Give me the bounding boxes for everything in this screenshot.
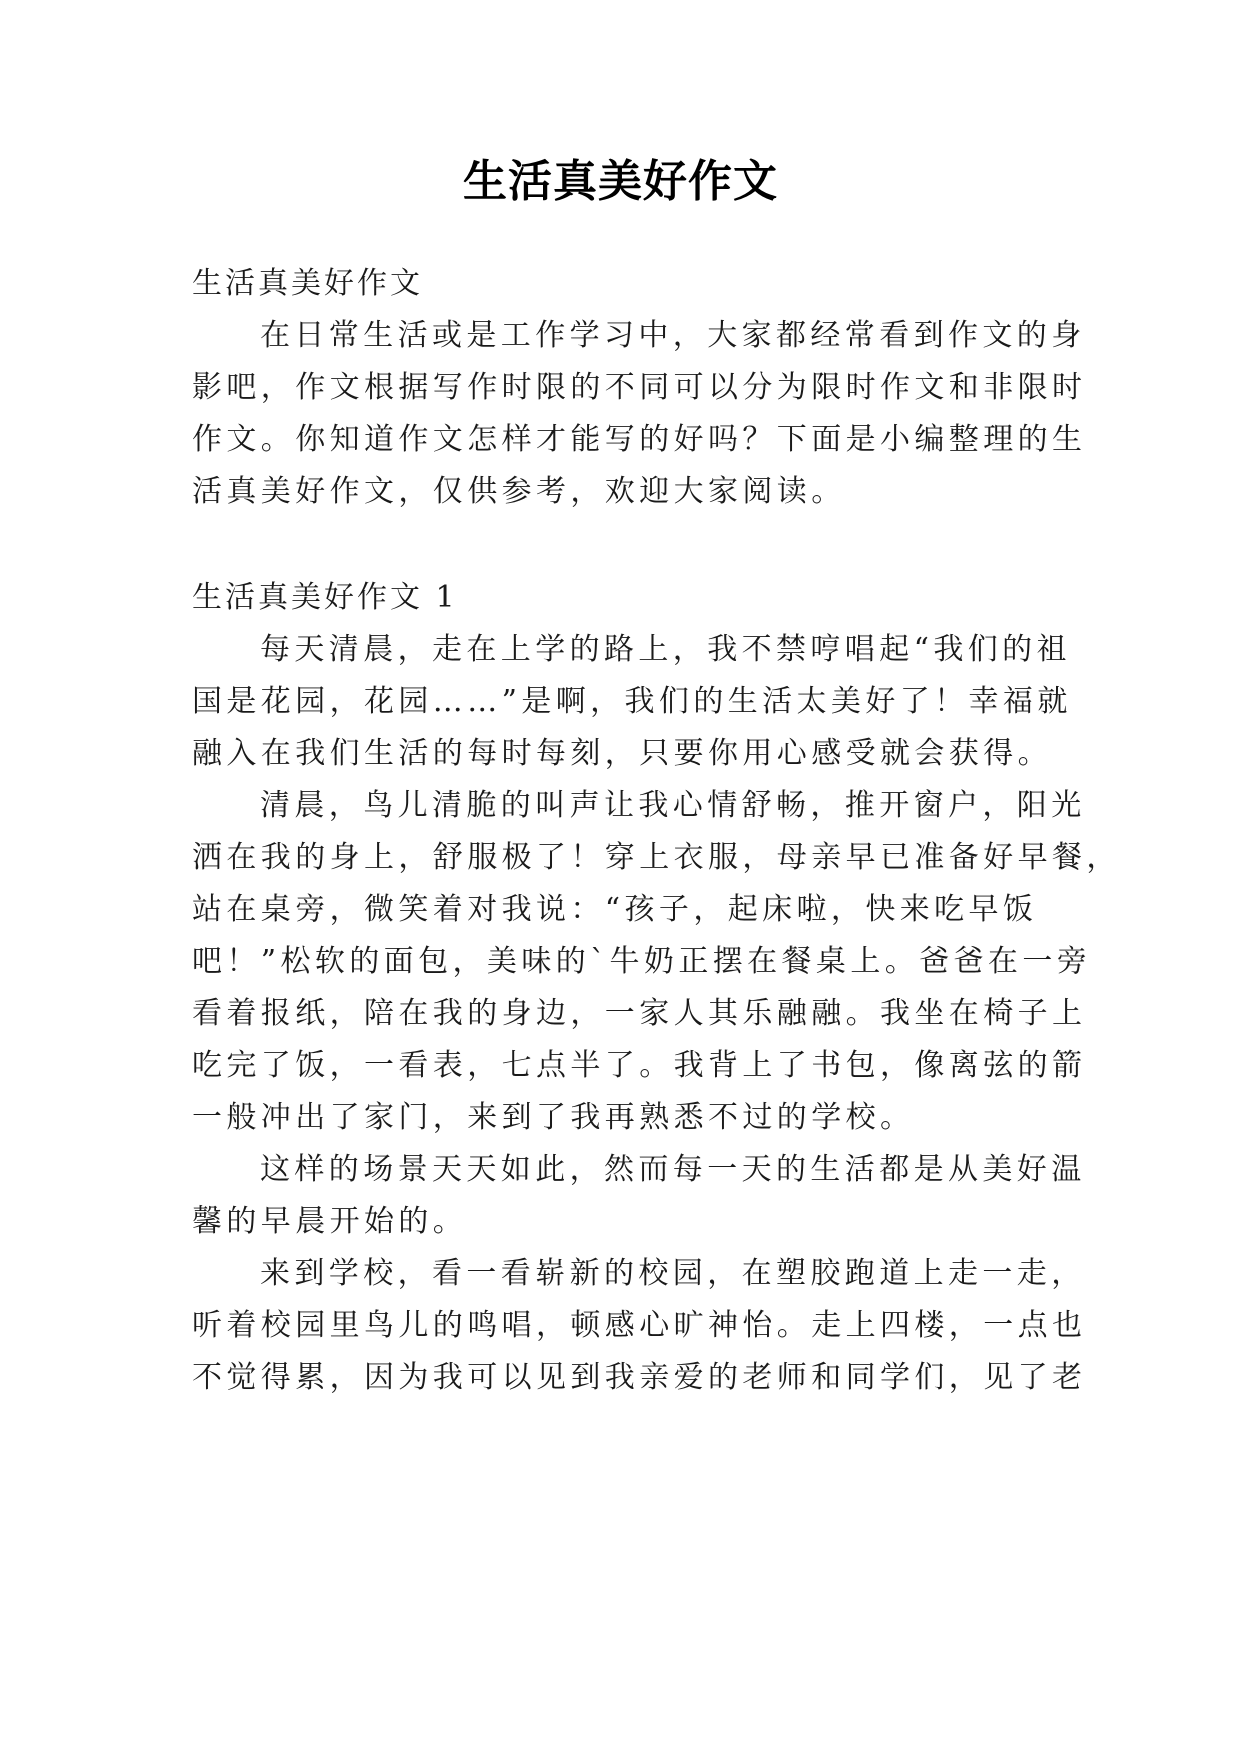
paragraph-line: 在日常生活或是工作学习中，大家都经常看到作文的身 <box>260 318 1086 353</box>
paragraph-line: 洒在我的身上，舒服极了！穿上衣服，母亲早已准备好早餐， <box>192 840 1121 875</box>
document-title: 生活真美好作文 <box>463 156 778 207</box>
paragraph-line: 一般冲出了家门，来到了我再熟悉不过的学校。 <box>192 1100 915 1135</box>
section-heading-essay-1: 生活真美好作文 1 <box>192 580 458 615</box>
paragraph-line: 不觉得累，因为我可以见到我亲爱的老师和同学们，见了老 <box>192 1360 1087 1395</box>
paragraph-line: 馨的早晨开始的。 <box>192 1204 468 1239</box>
paragraph-line: 这样的场景天天如此，然而每一天的生活都是从美好温 <box>260 1152 1086 1187</box>
paragraph-line: 吧！”松软的面包，美味的`牛奶正摆在餐桌上。爸爸在一旁 <box>192 944 1092 979</box>
paragraph-line: 清晨，鸟儿清脆的叫声让我心情舒畅，推开窗户，阳光 <box>260 788 1086 823</box>
paragraph-line: 融入在我们生活的每时每刻，只要你用心感受就会获得。 <box>192 736 1052 771</box>
paragraph-line: 每天清晨，走在上学的路上，我不禁哼唱起“我们的祖 <box>260 632 1071 667</box>
paragraph-line: 活真美好作文，仅供参考，欢迎大家阅读。 <box>192 474 846 509</box>
paragraph-line: 影吧，作文根据写作时限的不同可以分为限时作文和非限时 <box>192 370 1087 405</box>
paragraph-line: 听着校园里鸟儿的鸣唱，顿感心旷神怡。走上四楼，一点也 <box>192 1308 1087 1343</box>
section-heading-intro: 生活真美好作文 <box>192 266 423 301</box>
paragraph-line: 看着报纸，陪在我的身边，一家人其乐融融。我坐在椅子上 <box>192 996 1087 1031</box>
paragraph-line: 站在桌旁，微笑着对我说：“孩子，起床啦，快来吃早饭 <box>192 892 1038 927</box>
paragraph-line: 国是花园，花园……”是啊，我们的生活太美好了！幸福就 <box>192 684 1072 719</box>
paragraph-line: 作文。你知道作文怎样才能写的好吗？下面是小编整理的生 <box>192 422 1087 457</box>
paragraph-line: 来到学校，看一看崭新的校园，在塑胶跑道上走一走， <box>260 1256 1086 1291</box>
paragraph-line: 吃完了饭，一看表，七点半了。我背上了书包，像离弦的箭 <box>192 1048 1087 1083</box>
